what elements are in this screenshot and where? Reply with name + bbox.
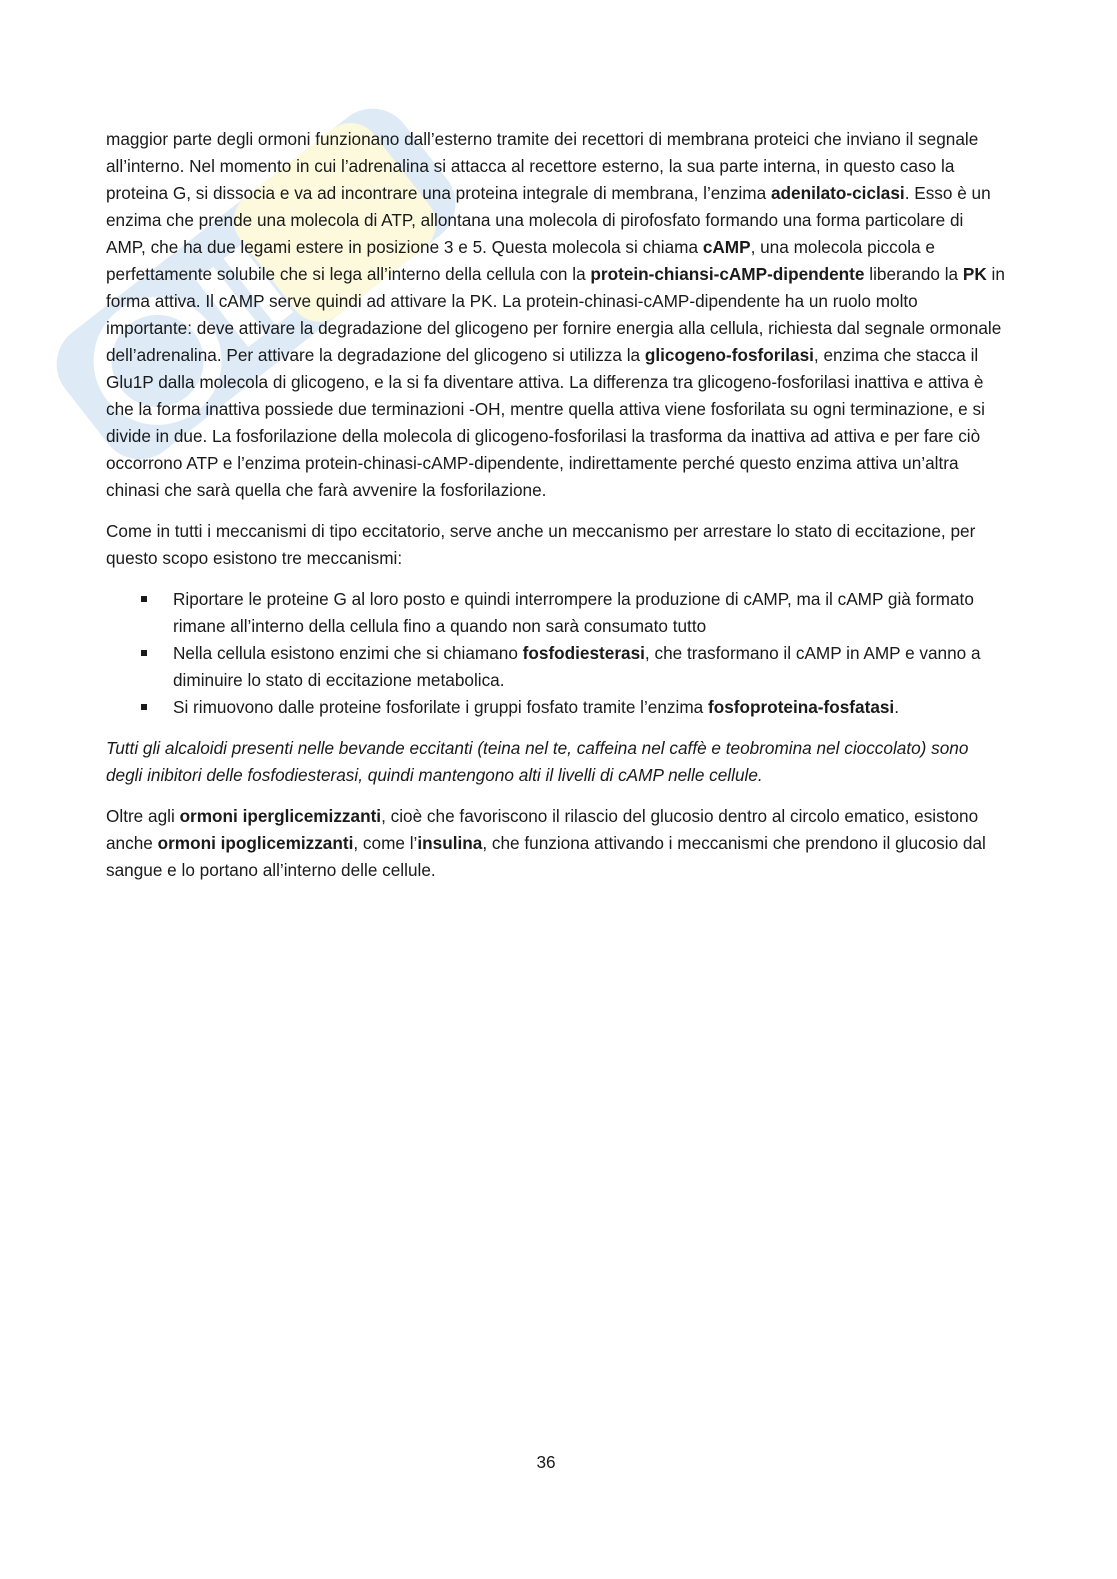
text-span: , che trasformano il cAMP in AMP e vanno a diminuire lo stato di eccitazione metabolica. xyxy=(173,643,981,690)
list-item xyxy=(106,694,1006,721)
text-span: Si rimuovono dalle proteine fosforilate i gruppi fosfato tramite l’enzima xyxy=(173,697,708,717)
term-insulina: insulina xyxy=(417,833,483,853)
text-span: , come l’ xyxy=(353,833,418,853)
text-span: , una molecola piccola e perfettamente solubile che si lega all’interno della cellula con la xyxy=(106,237,935,284)
term-glicogeno-fosforilasi: glicogeno-fosforilasi xyxy=(644,345,814,365)
text-span: liberando la xyxy=(864,264,963,284)
square-bullet-icon xyxy=(141,650,147,656)
text-span: maggior parte degli ormoni funzionano dall’esterno tramite dei recettori di membrana proteici che inviano il segnale all’interno. Nel momento in cui l’adrenalina si attacca al recettore esterno, la sua parte interna, in questo caso la proteina G, si dissocia e va ad incontrare una proteina integrale di membrana, l’enzima xyxy=(106,129,979,203)
term-fosfodiesterasi: fosfodiesterasi xyxy=(522,643,645,663)
term-ormoni-iperglicemizzanti: ormoni iperglicemizzanti xyxy=(179,806,382,826)
text-span: , che funziona attivando i meccanismi che prendono il glucosio dal sangue e lo portano all’interno delle cellule. xyxy=(106,833,986,880)
text-span: Riportare le proteine G al loro posto e quindi interrompere la produzione di cAMP, ma il cAMP già formato rimane all’interno della cellula fino a quando non sarà consumato tutto xyxy=(173,589,974,636)
text-span: , enzima che stacca il Glu1P dalla molecola di glicogeno, e la si fa diventare attiva. La differenza tra glicogeno-fosforilasi inattiva e attiva è che la forma inattiva possiede due terminazioni -OH, mentre quella attiva viene fosforilata su ogni terminazione, e si divide in due. La fosforilazione della molecola di glicogeno-fosforilasi la trasforma da inattiva ad attiva e per fare ciò occorrono ATP e l’enzima protein-chinasi-cAMP-dipendente, indirettamente perché questo enzima attiva un’altra chinasi che sarà quella che farà avvenire la fosforilazione. xyxy=(106,345,985,500)
term-pk: PK xyxy=(962,264,987,284)
text-span: in forma attiva. Il cAMP serve quindi ad attivare la PK. La protein-chinasi-cAMP-dipendente ha un ruolo molto importante: deve attivare la degradazione del glicogeno per fornire energia alla cellula, richiesta dal segnale ormonale dell’adrenalina. Per attivare la degradazione del glicogeno si utilizza la xyxy=(106,264,1005,365)
text-span: , cioè che favoriscono il rilascio del glucosio dentro al circolo ematico, esistono anche xyxy=(106,806,979,853)
paragraph-hormones xyxy=(106,803,1006,884)
square-bullet-icon xyxy=(141,704,147,710)
term-protein-chinasi: protein-chiansi-cAMP-dipendente xyxy=(590,264,865,284)
text-span: Nella cellula esistono enzimi che si chiamano xyxy=(173,643,523,663)
term-adenilato-ciclasi: adenilato-ciclasi xyxy=(770,183,905,203)
paragraph-mechanisms-intro: Come in tutti i meccanismi di tipo eccitatorio, serve anche un meccanismo per arrestare lo stato di eccitazione, per questo scopo esistono tre meccanismi: xyxy=(106,521,976,568)
list-item xyxy=(106,640,1006,694)
paragraph-alkaloids-note: Tutti gli alcaloidi presenti nelle bevande eccitanti (teina nel te, caffeina nel caffè e teobromina nel cioccolato) sono degli inibitori delle fosfodiesterasi, quindi mantengono alti il livelli di cAMP nelle cellule. xyxy=(106,738,969,785)
page-content xyxy=(106,126,1006,898)
term-fosfoproteina-fosfatasi: fosfoproteina-fosfatasi xyxy=(708,697,895,717)
square-bullet-icon xyxy=(141,596,147,602)
term-ormoni-ipoglicemizzanti: ormoni ipoglicemizzanti xyxy=(157,833,354,853)
page-number: 36 xyxy=(536,1452,556,1472)
list-item xyxy=(106,586,1006,640)
text-span: . Esso è un enzima che prende una molecola di ATP, allontana una molecola di pirofosfato formando una forma particolare di AMP, che ha due legami estere in posizione 3 e 5. Questa molecola si chiama xyxy=(106,183,991,257)
text-span: . xyxy=(894,697,899,717)
term-camp: cAMP xyxy=(702,237,751,257)
paragraph-intro xyxy=(106,126,1006,504)
text-span: Oltre agli xyxy=(106,806,180,826)
mechanisms-list xyxy=(106,586,1006,721)
